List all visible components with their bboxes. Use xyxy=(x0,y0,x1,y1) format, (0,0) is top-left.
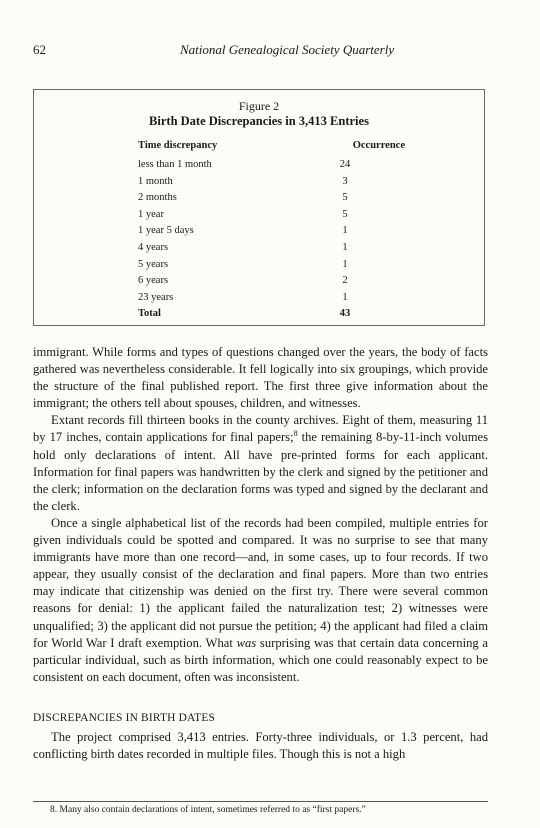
running-header xyxy=(33,42,503,58)
section-text xyxy=(33,729,488,763)
paragraph-3 xyxy=(33,515,488,686)
footnote-8: 8. Many also contain declarations of intent, sometimes referred to as “first papers.” xyxy=(50,805,366,815)
occurrence-cell: 3 xyxy=(342,175,348,187)
table-row xyxy=(138,192,408,209)
occurrence-cell: 1 xyxy=(342,291,348,303)
occurrence-cell: 1 xyxy=(342,258,348,270)
table-row xyxy=(138,259,408,276)
total-value: 43 xyxy=(339,308,351,320)
paragraph-1 xyxy=(33,344,488,412)
journal-title: National Genealogical Society Quarterly xyxy=(180,42,395,57)
discrepancy-cell: 23 years xyxy=(138,291,174,303)
occurrence-cell: 5 xyxy=(342,208,348,220)
table-row xyxy=(138,159,408,176)
occurrence-cell: 2 xyxy=(342,275,348,287)
discrepancy-cell: 1 year xyxy=(138,208,164,220)
discrepancy-cell: 4 years xyxy=(138,241,169,253)
table-total-row xyxy=(138,308,408,323)
total-label: Total xyxy=(138,308,161,320)
occurrence-cell: 24 xyxy=(339,159,351,170)
section-paragraph: The project comprised 3,413 entries. Forty-three individuals, or 1.3 percent, had conflicting birth dates recorded in multiple files. Though this is not a high xyxy=(33,730,488,762)
table-row xyxy=(138,209,408,226)
paragraph-3-text-a: Once a single alphabetical list of the records had been compiled, multiple entries for given individuals could be spotted and compared. It was no surprise to see that many immigrants have more than one record—and, in some cases, up to four records. If two appear, they usually consist of the declaration and final papers. More than two entries may indicate that citizenship was denied on the first try. There were several common reasons for denial: 1) the applicant failed the naturalization test; 2) witnesses were unqualified; 3) the applicant did not pursue the petition; 4) the applicant had filed a claim for World War I draft exemption. What xyxy=(33,515,488,650)
col-header-discrepancy: Time discrepancy xyxy=(138,140,218,151)
table-body xyxy=(138,159,408,308)
footnote-rule xyxy=(33,801,488,802)
paragraph-3-text-b: surprising was that certain data concerning a particular individual, such as birth information, which one could reasonably expect to be consistent on each document, often was inconsistent. xyxy=(33,635,488,684)
table-row xyxy=(138,242,408,259)
table-header-row xyxy=(138,140,408,156)
figure-label: Figure 2 xyxy=(238,99,280,113)
figure-2-box xyxy=(33,89,485,326)
table-row xyxy=(138,275,408,292)
table-row xyxy=(138,225,408,242)
paragraph-2-text-b: the remaining 8-by-11-inch volumes hold only declarations of intent. All have pre-printed forms for each applicant. Information for final papers was handwritten by the clerk and signed by the petitioner and the clerk; information on the declaration forms was typed and signed by the declarant and the clerk. xyxy=(33,430,488,513)
discrepancy-cell: less than 1 month xyxy=(138,159,212,170)
body-text xyxy=(33,344,488,686)
occurrence-cell: 1 xyxy=(342,225,348,237)
footnote-ref-8[interactable]: 8 xyxy=(293,429,298,439)
col-header-occurrence: Occurrence xyxy=(352,140,405,151)
discrepancy-cell: 6 years xyxy=(138,275,169,287)
discrepancy-cell: 2 months xyxy=(138,192,177,204)
occurrence-cell: 1 xyxy=(342,241,348,253)
paragraph-3-emphasis: was xyxy=(236,635,257,650)
section-heading: DISCREPANCIES IN BIRTH DATES xyxy=(33,712,216,724)
paragraph-1-text: immigrant. While forms and types of questions changed over the years, the body of facts gathered was nevertheless considerable. It fell logically into six groupings, which provide the structure of the final published report. The first three give information about the immigrant; the others tell about spouses, children, and witnesses. xyxy=(33,345,488,411)
discrepancy-table xyxy=(138,140,408,323)
paragraph-2-text-a: Extant records fill thirteen books in the county archives. Eight of them, measuring 11 by 17 inches, contain applications for final papers; xyxy=(33,413,488,445)
paragraph-2 xyxy=(33,412,488,515)
table-row xyxy=(138,292,408,309)
occurrence-cell: 5 xyxy=(342,192,348,204)
discrepancy-cell: 5 years xyxy=(138,258,169,270)
table-row xyxy=(138,176,408,193)
page-number: 62 xyxy=(33,42,46,57)
discrepancy-cell: 1 month xyxy=(138,175,173,187)
figure-title: Birth Date Discrepancies in 3,413 Entries xyxy=(149,114,369,128)
discrepancy-cell: 1 year 5 days xyxy=(138,225,194,237)
